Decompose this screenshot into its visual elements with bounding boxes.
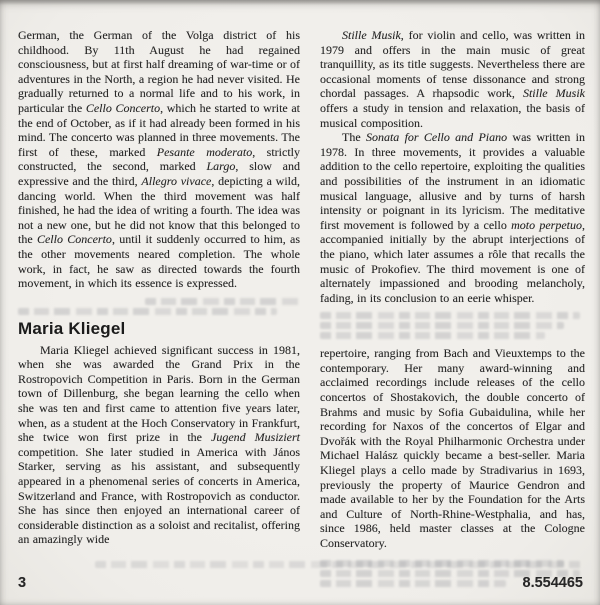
bleed-through-artifact (320, 312, 580, 319)
page-number: 3 (18, 575, 27, 591)
bleed-through-area (320, 305, 585, 346)
para-sonata-cello-piano: The Sonata for Cello and Piano was written in 1978. In three movements, it provides a valuable addition to the cello repertoire, exploiting the qualities and possibilities of the instrument in an idiomatic musical language, allusive and by turns of harsh intensity or poignant in its lyricism. The meditative first movement is followed by a cello moto perpetuo, accompanied initially by the abrupt interjections of the piano, which later assumes a rôle that recalls the music of Prokofiev. The third movement is one of alternately impassioned and brooding melancholy, fading, in its conclusion to an eerie whisper. (320, 130, 586, 305)
bleed-through-artifact (320, 322, 564, 329)
right-column (320, 28, 585, 601)
para-stille-musik: Stille Musik, for violin and cello, was written in 1979 and offers in the main music of great tranquillity, as its title suggests. Nevertheless there are occasional moments of tense dissonance and strong chordal passages. A rhapsodic work, Stille Musik offers a study in tension and relaxation, the basis of musical composition. (320, 28, 585, 130)
bleed-through-artifact (95, 561, 583, 568)
bleed-through-artifact (18, 308, 277, 315)
catalog-number: 8.554465 (522, 575, 583, 591)
bleed-through-artifact (145, 298, 300, 305)
left-column (18, 28, 300, 601)
section-heading-maria-kliegel: Maria Kliegel (18, 318, 126, 338)
para-maria-kliegel-bio: Maria Kliegel achieved significant success in 1981, when she was awarded the Grand Prix in the Rostropovich Competition in Paris. Born in the German town of Dillenburg, she began learning the cello when she was ten and first came to attention five years later, when, as a student at the Hoch Conservatory in Frankfurt, she twice won first prize in the Jugend Musiziert competition. She later studied in America with János Starker, serving as his assistant, and subsequently appeared in a phenomenal series of concerts in America, Switzerland and France, with Rostropovich as conductor. She has since then enjoyed an international career of considerable distinction as a soloist and recitalist, offering an amazingly wide (18, 342, 300, 547)
two-column-text-block (18, 28, 585, 601)
bleed-through-area (18, 291, 300, 319)
page-footer (18, 575, 583, 591)
bleed-through-artifact (320, 332, 545, 339)
para-cello-concerto: German, the German of the Volga district of his childhood. By 11th August he had regained consciousness, but at first half dreaming of war-time or of adventures in the North, a region he had never visited. He gradually returned to a normal life and to his work, in particular the Cello Concerto, which he started to write at the end of October, as if it had already been formed in his mind. The concerto was planned in three movements. The first of these, marked Pesante moderato, strictly constructed, the second, marked Largo, slow and expressive and the third, Allegro vivace, depicting a wild, dancing world. When the third movement was half finished, he had the idea of writing a fourth. The idea was not a new one, but he did not know that this belonged to the Cello Concerto, until it suddenly occurred to him, as the other movements neared completion. The whole work, in fact, he saw as directed towards the fourth movement, in which its essence is expressed. (18, 28, 301, 291)
para-kliegel-repertoire: repertoire, ranging from Bach and Vieuxtemps to the contemporary. Her many award-winning and acclaimed recordings include releases of the cello concertos of Shostakovich, the double concerto of Brahms and music by Sofia Gubaidulina, while her recording for Naxos of the concertos of Elgar and Dvořák with the Royal Philharmonic Orchestra under Michael Halász quickly became a best-seller. Maria Kliegel plays a cello made by Stradivarius in 1693, previously the property of Maurice Gendron and made available to her by the Foundation for the Arts and Culture of North-Rhine-Westphalia, and has, since 1986, held master classes at the Cologne Conservatory. (320, 346, 585, 550)
